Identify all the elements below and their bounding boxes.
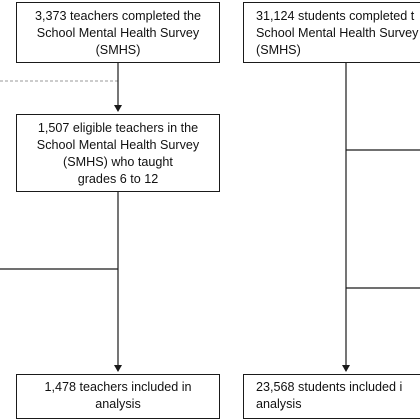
teachers-eligible-box: 1,507 eligible teachers in the School Mental Health Survey (SMHS) who taught grades 6 to 12 (16, 114, 220, 192)
students-included-box: 23,568 students included i analysis (243, 374, 420, 419)
students-completed-box: 31,124 students completed t School Mental Health Survey (SMHS) (243, 2, 420, 63)
teachers-included-box: 1,478 teachers included in analysis (16, 374, 220, 419)
teachers-completed-box: 3,373 teachers completed the School Mental Health Survey (SMHS) (16, 2, 220, 63)
